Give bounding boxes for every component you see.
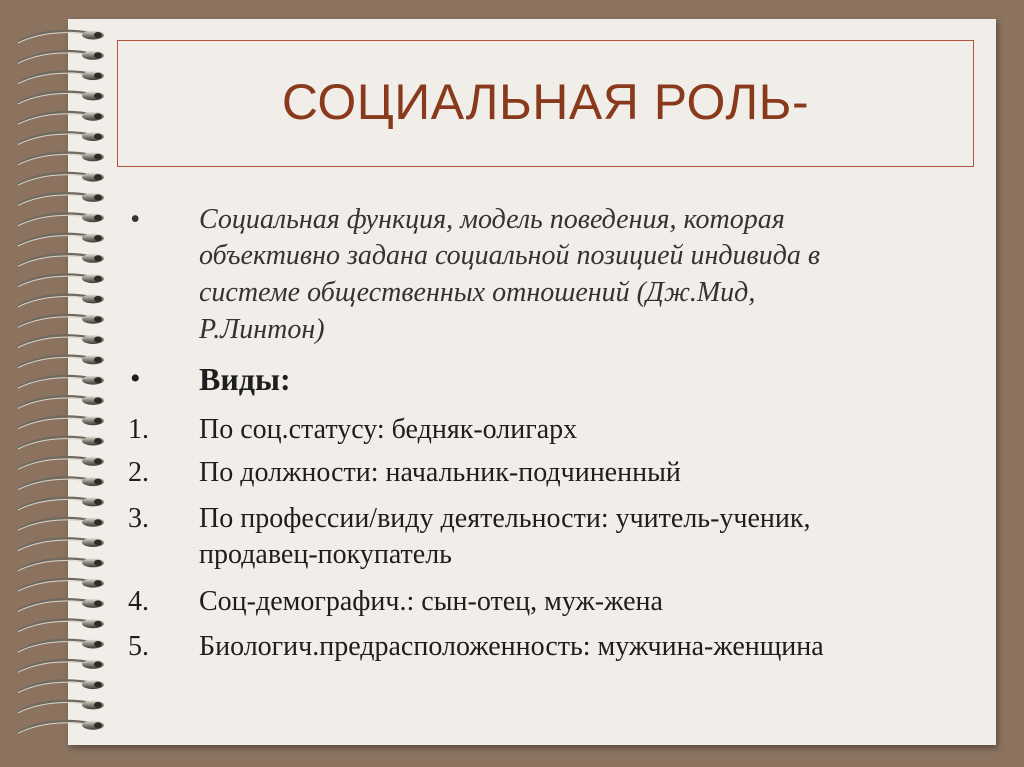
list-item-text: Биологич.предрасположенность: мужчина-женщина — [199, 631, 824, 662]
definition-line-3: системе общественных отношений (Дж.Мид, — [199, 277, 756, 308]
spiral-binding-icon — [0, 0, 130, 767]
definition-line-2: объективно задана социальной позицией индивида в — [199, 240, 821, 271]
bullet-marker: • — [130, 204, 140, 235]
page-title: СОЦИАЛЬНАЯ РОЛЬ- — [281, 74, 810, 130]
title-box — [117, 40, 974, 167]
types-heading: Виды: — [199, 361, 291, 397]
list-item-text: Соц-демографич.: сын-отец, муж-жена — [199, 586, 663, 617]
definition-line-4: Р.Линтон) — [199, 314, 325, 345]
list-number: 2. — [128, 457, 149, 488]
list-number: 3. — [128, 503, 149, 534]
list-number: 4. — [128, 586, 149, 617]
definition-line-1: Социальная функция, модель поведения, которая — [199, 204, 785, 235]
list-number: 5. — [128, 631, 149, 662]
bullet-marker: • — [130, 362, 141, 395]
list-item-text: По соц.статусу: бедняк-олигарх — [199, 414, 578, 445]
list-item-text: По профессии/виду деятельности: учитель-ученик, — [199, 503, 811, 534]
list-item-text: По должности: начальник-подчиненный — [199, 457, 681, 488]
list-item-text: продавец-покупатель — [199, 539, 452, 570]
list-number: 1. — [128, 414, 149, 445]
